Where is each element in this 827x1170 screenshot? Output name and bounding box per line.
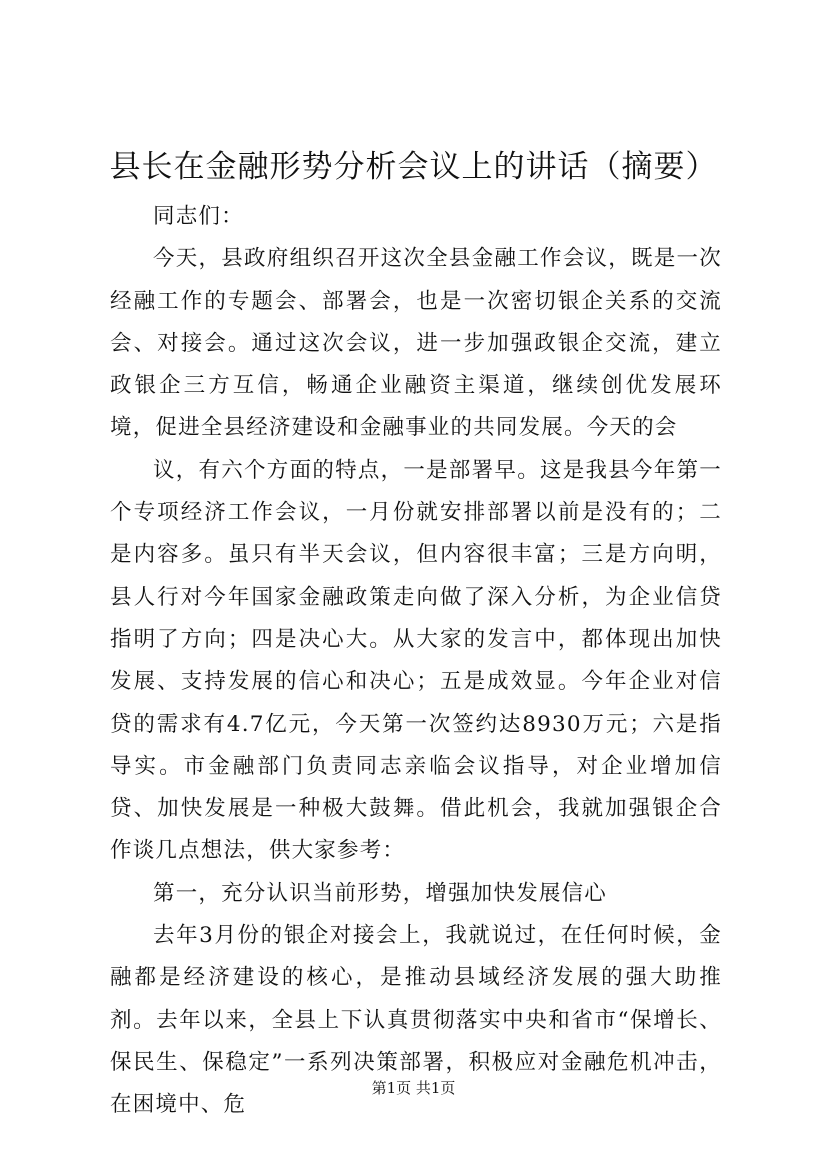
- page-number-footer: 第1页 共1页: [371, 1079, 456, 1097]
- paragraph-features: 议，有六个方面的特点，一是部署早。这是我县今年第一个专项经济工作会议，一月份就安排部署以前是没有的；二是内容多。虽只有半天会议，但内容很丰富；三是方向明，县人行对今年国家金融政策走向做了深入分析，为企业信贷指明了方向；四是决心大。从大家的发言中，都体现出加快发展、支持发展的信心和决心；五是成效显。今年企业对信贷的需求有4.7亿元，今天第一次签约达8930万元；六是指导实。市金融部门负责同志亲临会议指导，对企业增加信贷、加快发展是一种极大鼓舞。借此机会，我就加强银企合作谈几点想法，供大家参考：: [110, 457, 722, 864]
- paragraph-salutation: 同志们：: [153, 204, 244, 229]
- section-heading-first: 第一，充分认识当前形势，增强加快发展信心: [153, 880, 608, 906]
- document-body: [110, 196, 722, 1127]
- paragraph-opening: 今天，县政府组织召开这次全县金融工作会议，既是一次经融工作的专题会、部署会，也是一次密切银企关系的交流会、对接会。通过这次会议，进一步加强政银企交流，建立政银企三方互信，畅通企业融资主渠道，继续创优发展环境，促进全县经济建设和金融事业的共同发展。今天的会: [110, 246, 722, 441]
- document-title: 县长在金融形势分析会议上的讲话（摘要）: [109, 149, 718, 185]
- paragraph-first-section: 去年3月份的银企对接会上，我就说过，在任何时候，金融都是经济建设的核心，是推动县域经济发展的强大助推剂。去年以来，全县上下认真贯彻落实中央和省市“保增长、保民生、保稳定”一系列决策部署，积极应对金融危机冲击，在困境中、危: [110, 923, 722, 1118]
